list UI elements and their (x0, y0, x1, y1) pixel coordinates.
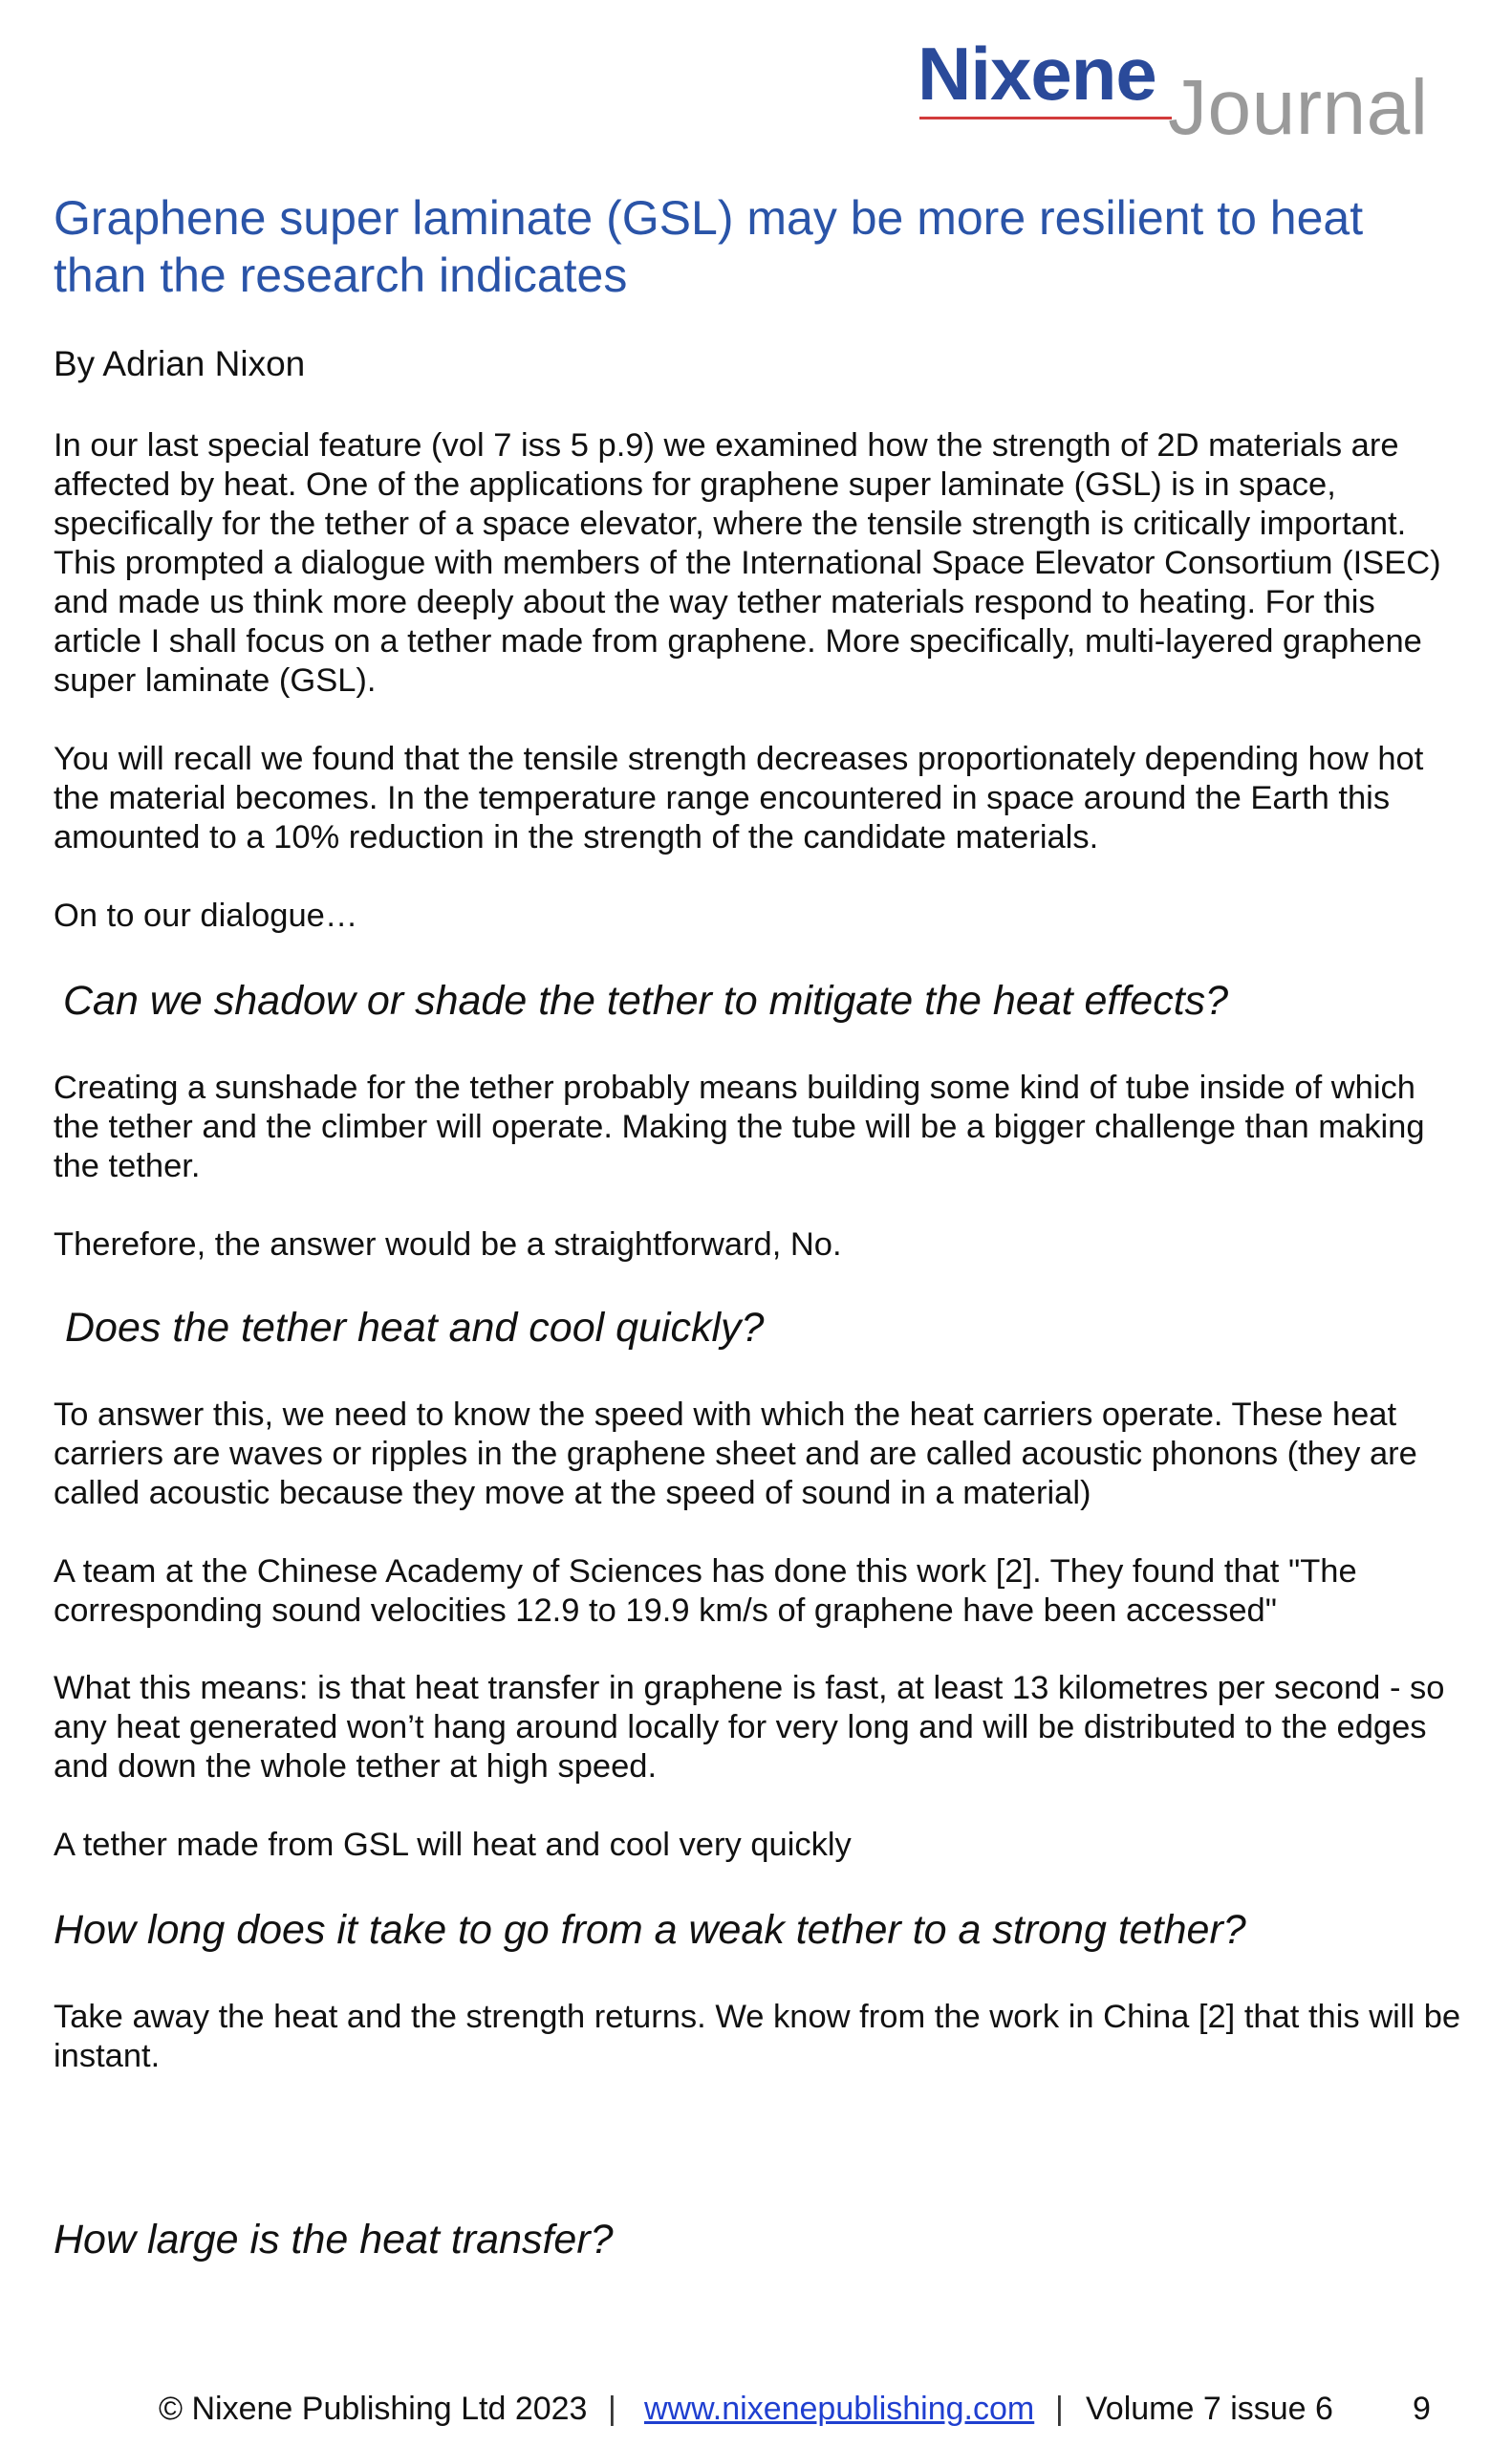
footer-website-link[interactable]: www.nixenepublishing.com (644, 2391, 1035, 2427)
footer-copyright: © Nixene Publishing Ltd 2023 (159, 2391, 588, 2427)
paragraph-strength-returns: Take away the heat and the strength returns. We know from the work in China [2] that this will be instant. (54, 1999, 1461, 2074)
paragraph-sunshade: Creating a sunshade for the tether probably means building some kind of tube inside of which the tether and the climber will operate. Making the tube will be a bigger challenge than making the tether. (54, 1070, 1425, 1184)
paragraph-heat-carriers: To answer this, we need to know the speed with which the heat carriers operate. These heat carriers are waves or ripples in the graphene sheet and are called acoustic phonons (they are called acoustic because they move at the speed of sound in a material) (54, 1397, 1417, 1511)
journal-logo (918, 32, 1453, 151)
paragraph-answer-no: Therefore, the answer would be a straightforward, No. (54, 1226, 842, 1263)
heading-shade-question: Can we shadow or shade the tether to mitigate the heat effects? (63, 978, 1229, 1024)
footer-issue: Volume 7 issue 6 (1086, 2391, 1333, 2427)
paragraph-cas-team: A team at the Chinese Academy of Sciences has done this work [2]. They found that "The corresponding sound velocities 12.9 to 19.9 km/s of graphene have been accessed" (54, 1553, 1357, 1629)
logo-wordmark-journal: Journal (1168, 64, 1429, 151)
heading-heat-transfer-question: How large is the heat transfer? (54, 2217, 614, 2263)
paragraph-meaning: What this means: is that heat transfer in graphene is fast, at least 13 kilometres per second - so any heat generated won’t hang around locally for very long and will be distributed to the edges and down the whole tether at high speed. (54, 1670, 1445, 1785)
paragraph-gsl-conclusion: A tether made from GSL will heat and cool very quickly (54, 1827, 852, 1863)
logo-wordmark-nixene: Nixene (918, 32, 1156, 116)
logo-underline (919, 117, 1172, 119)
article-title: Graphene super laminate (GSL) may be more resilient to heat than the research indicates (54, 191, 1364, 302)
footer-separator: | (1055, 2391, 1064, 2427)
paragraph-dialogue-intro: On to our dialogue… (54, 898, 358, 934)
page-footer (0, 2386, 1512, 2432)
paragraph-recall: You will recall we found that the tensile strength decreases proportionately depending how hot the material becomes. In the temperature range encountered in space around the Earth this amounted to a 10% reduction in the strength of the candidate materials. (54, 741, 1424, 855)
paragraph-intro: In our last special feature (vol 7 iss 5 p.9) we examined how the strength of 2D materials are affected by heat. One of the applications for graphene super laminate (GSL) is in space, specifically for the tether of a space elevator, where the tensile strength is critically important. This prompted a dialogue with members of the International Space Elevator Consortium (ISEC) and made us think more deeply about the way tether materials respond to heating. For this article I shall focus on a tether made from graphene. More specifically, multi-layered graphene super laminate (GSL). (54, 427, 1441, 699)
article-byline: By Adrian Nixon (54, 344, 306, 383)
heading-weak-to-strong-question: How long does it take to go from a weak tether to a strong tether? (54, 1907, 1246, 1953)
footer-separator: | (608, 2391, 616, 2427)
page-number: 9 (1413, 2391, 1431, 2427)
heading-heat-cool-question: Does the tether heat and cool quickly? (65, 1305, 765, 1351)
